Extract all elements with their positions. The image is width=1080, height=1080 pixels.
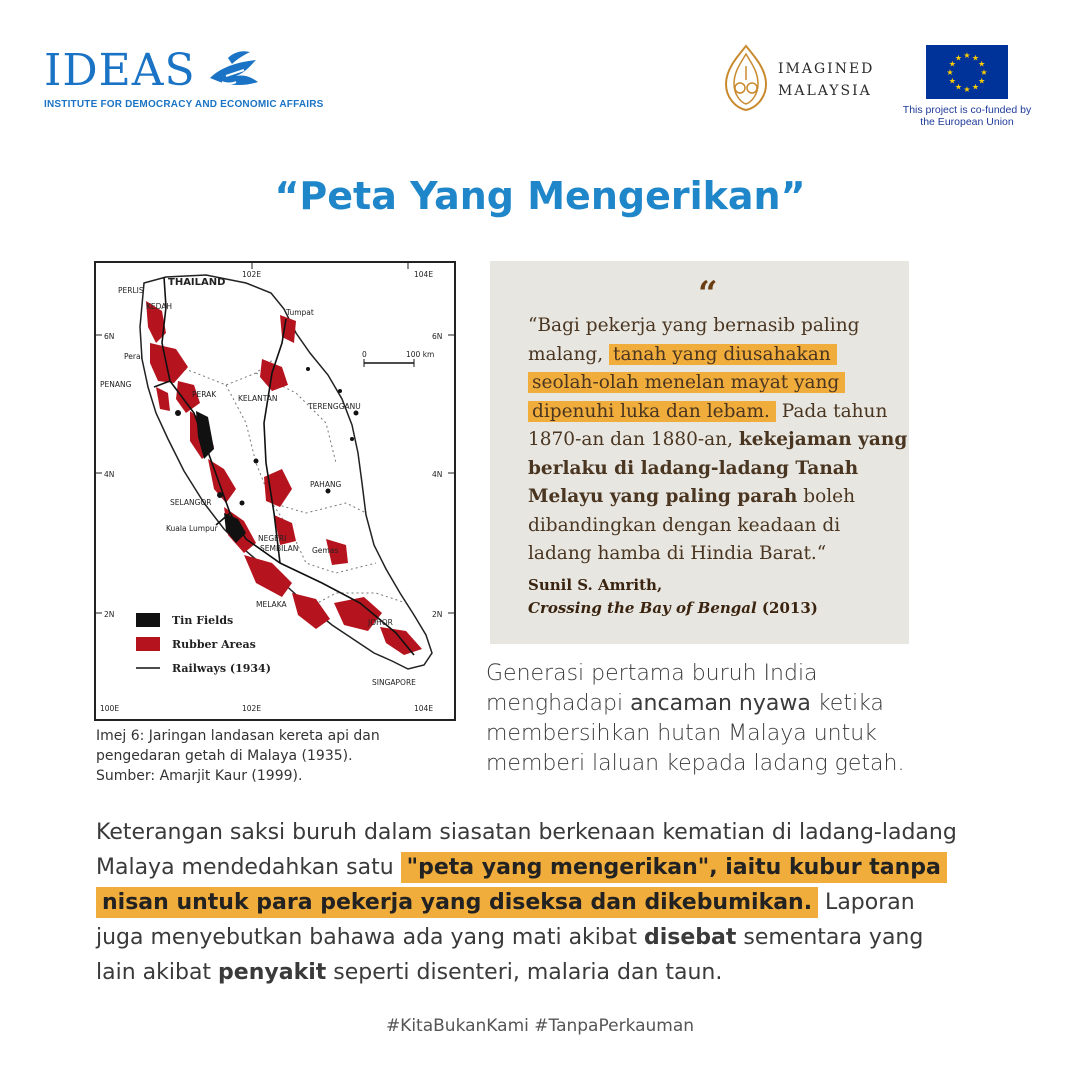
legend-tin-label: Tin Fields: [172, 614, 234, 627]
map-label-sembilan: SEMBILAN: [260, 544, 299, 553]
imagined-text: IMAGINED: [778, 61, 875, 77]
wayang-emblem-icon: [722, 44, 770, 112]
map-label-johor: JOHOR: [368, 618, 393, 627]
body-segment: Laporan: [818, 890, 915, 915]
body-bold: penyakit: [218, 960, 327, 985]
quote-line: dibandingkan dengan keadaan di: [528, 514, 841, 536]
map-label-gemas: Gemas: [312, 546, 339, 555]
scale-zero: 0: [362, 350, 367, 359]
intro-bold: ancaman nyawa: [630, 691, 811, 716]
intro-line: Generasi pertama buruh India: [486, 661, 818, 686]
map-label-kedah: KEDAH: [146, 302, 173, 311]
caption-line3: Sumber: Amarjit Kaur (1999).: [96, 768, 303, 784]
quote-bold: kekejaman yang: [738, 429, 908, 450]
map-label-penang: PENANG: [100, 380, 132, 389]
lon-top-102: 102E: [242, 270, 262, 279]
map-label-perai: Perai: [124, 352, 143, 361]
map-label-negeri: NEGERI: [258, 534, 287, 543]
body-line: [96, 885, 996, 920]
intro-paragraph: [486, 659, 956, 779]
intro-line: membersihkan hutan Malaya untuk: [486, 721, 877, 746]
quote-segment: Pada tahun: [775, 400, 888, 422]
body-segment: Malaya mendedahkan satu: [96, 855, 401, 880]
bird-icon: [206, 48, 262, 96]
eu-note-line2: the European Union: [920, 116, 1014, 128]
lat-2n-left: 2N: [104, 610, 115, 619]
caption-line1: Imej 6: Jaringan landasan kereta api dan: [96, 728, 380, 744]
quote-attribution: [528, 574, 898, 620]
quote-highlight: dipenuhi luka dan lebam.: [528, 401, 776, 422]
legend-railways-label: Railways (1934): [172, 662, 271, 675]
malaysia-text: MALAYSIA: [778, 83, 872, 99]
eu-star-icon: ★: [946, 68, 954, 77]
quote-highlight: seolah-olah menelan mayat yang: [528, 372, 845, 393]
lat-4n-right: 4N: [432, 470, 443, 479]
page-title: “Peta Yang Mengerikan”: [274, 174, 806, 218]
map-label-perak: PERAK: [192, 390, 217, 399]
quote-line: [528, 398, 898, 427]
body-segment: sementara yang: [736, 925, 924, 950]
lon-top-104: 104E: [414, 270, 434, 279]
body-segment: juga menyebutkan bahawa ada yang mati akibat: [96, 925, 644, 950]
lat-2n-right: 2N: [432, 610, 443, 619]
scale-100km: 100 km: [406, 350, 435, 359]
body-highlight: nisan untuk para pekerja yang diseksa dan dikebumikan.: [96, 887, 818, 918]
quote-segment: 1870-an dan 1880-an,: [528, 429, 739, 450]
caption-line2: pengedaran getah di Malaya (1935).: [96, 748, 353, 764]
body-line: [96, 955, 996, 990]
quote-segment: boleh: [797, 486, 856, 507]
lat-6n-right: 6N: [432, 332, 443, 341]
body-segment: seperti disenteri, malaria dan taun.: [326, 960, 723, 985]
ideas-logo: [44, 45, 324, 116]
body-paragraph: [96, 815, 996, 990]
map-label-pahang: PAHANG: [310, 480, 342, 489]
map-label-melaka: MELAKA: [256, 600, 287, 609]
eu-star-icon: ★: [978, 59, 986, 69]
eu-note-line1: This project is co-funded by: [902, 104, 1032, 116]
quote-line: ladang hamba di Hindia Barat.“: [528, 543, 827, 564]
map-label-terengganu: TERENGGANU: [308, 402, 361, 411]
map-label-kuala-lumpur: Kuala Lumpur: [166, 524, 218, 533]
quote-year: (2013): [756, 599, 818, 617]
intro-line: memberi laluan kepada ladang getah.: [486, 751, 905, 776]
intro-segment: ketika: [810, 691, 884, 716]
eu-star-icon: ★: [963, 51, 971, 60]
eu-star-icon: ★: [971, 53, 980, 63]
map-label-kelantan: KELANTAN: [238, 394, 278, 403]
quote-book: Crossing the Bay of Bengal: [528, 599, 757, 617]
eu-cofunded-note: [892, 104, 1042, 128]
legend-rubber-swatch: [136, 637, 160, 651]
hashtags: #KitaBukanKami #TanpaPerkauman: [385, 1016, 695, 1036]
map-label-singapore: SINGAPORE: [372, 678, 416, 687]
eu-star-icon: ★: [978, 76, 986, 86]
map-caption: [96, 726, 426, 786]
body-segment: lain akibat: [96, 960, 219, 985]
quote-mark-icon: “: [698, 274, 718, 314]
ideas-subtitle: INSTITUTE FOR DEMOCRACY AND ECONOMIC AFFAIRS: [44, 99, 324, 110]
map-label-perlis: PERLIS: [118, 286, 144, 295]
legend-rubber-label: Rubber Areas: [172, 638, 256, 651]
quote-line: berlaku di ladang-ladang Tanah: [528, 457, 859, 479]
lon-bot-100: 100E: [100, 704, 120, 713]
intro-segment: menghadapi: [486, 691, 631, 716]
quote-line: [528, 369, 898, 398]
quote-author: Sunil S. Amrith,: [528, 576, 663, 594]
imagined-malaysia-logo: [722, 44, 902, 114]
quote-line: “Bagi pekerja yang bernasib paling: [528, 315, 860, 336]
map-label-selangor: SELANGOR: [170, 498, 212, 507]
lat-4n-left: 4N: [104, 470, 115, 479]
body-bold: disebat: [643, 925, 737, 950]
eu-flag-icon: [926, 45, 1008, 99]
malaya-map: [94, 261, 456, 721]
ideas-logo-text: IDEAS: [44, 45, 196, 96]
body-line: Keterangan saksi buruh dalam siasatan berkenaan kematian di ladang-ladang: [96, 820, 957, 845]
lon-bot-102: 102E: [242, 704, 262, 713]
quote-highlight: tanah yang diusahakan: [609, 344, 837, 365]
quote-segment: malang,: [528, 343, 604, 365]
quote-text: [528, 312, 908, 569]
map-label-tumpat: Tumpat: [286, 308, 314, 317]
body-highlight: "peta yang mengerikan", iaitu kubur tanpa: [401, 852, 947, 883]
quote-line: [528, 426, 908, 455]
eu-star-icon: ★: [971, 82, 980, 92]
legend-tin-swatch: [136, 613, 160, 627]
eu-star-icon: ★: [948, 76, 956, 86]
lon-bot-104: 104E: [414, 704, 434, 713]
quote-bold: Melayu yang paling parah: [528, 486, 798, 507]
eu-star-icon: ★: [980, 68, 988, 77]
quote-line: [528, 483, 898, 512]
eu-star-icon: ★: [963, 85, 971, 94]
eu-star-icon: ★: [948, 59, 956, 69]
eu-star-icon: ★: [954, 82, 963, 92]
eu-star-icon: ★: [954, 53, 963, 63]
quote-line: [528, 341, 898, 370]
body-line: [96, 920, 996, 955]
intro-line: [486, 689, 956, 719]
lat-6n-left: 6N: [104, 332, 115, 341]
body-line: [96, 850, 996, 885]
map-label-thailand: THAILAND: [168, 277, 226, 288]
